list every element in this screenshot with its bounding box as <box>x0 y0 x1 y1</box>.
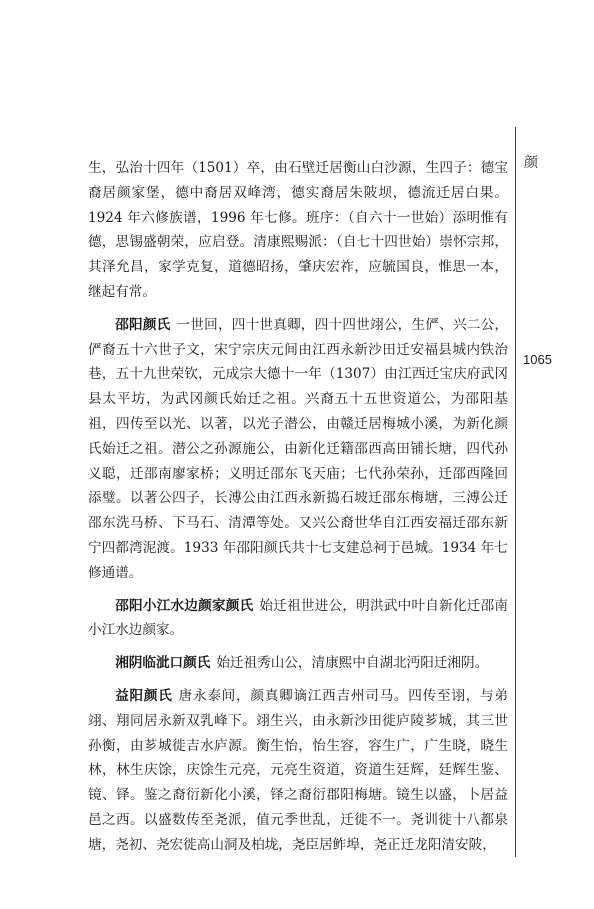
paragraph <box>88 313 508 586</box>
paragraph-text: 始迁祖秀山公，清康熙中自湖北沔阳迁湘阴。 <box>216 655 489 672</box>
paragraph <box>88 651 508 676</box>
page-number: 1065 <box>523 352 552 367</box>
paragraph-text: 始迁祖世进公，明洪武中叶自新化迁邵南小江水边颜家。 <box>88 597 509 639</box>
entry-heading: 益阳颜氏 <box>115 687 173 704</box>
body-text <box>88 156 508 866</box>
paragraph <box>88 684 508 858</box>
paragraph <box>88 156 508 305</box>
entry-heading: 邵阳颜氏 <box>115 316 171 333</box>
entry-heading: 邵阳小江水边颜家颜氏 <box>115 597 254 614</box>
paragraph-text: 唐永泰间，颜真卿谪江西吉州司马。四传至诩，与弟翊、翔同居永新双乳峰下。翊生兴，由永新沙田徙庐陵芗城，其三世孙衡，由芗城徙吉水庐源。衡生怡，怡生容，容生广，广生晓，晓生林，林生庆馀，庆馀生元亮，元亮生资道，资道生廷辉，廷辉生鉴、镜、铎。鉴之裔衍新化小溪，铎之裔衍郡阳梅塘。镜生以盛，卜居益邑之西。以盛数传至尧派，值元季世乱，迁徙不一。尧训徙十八都泉塘，尧初、尧宏徙高山洞及柏垅，尧臣居鲊埠，尧正迁龙阳清安陂， <box>88 687 509 853</box>
paragraph-text: 一世回，四十世真卿，四十四世翊公，生俨、兴二公，俨裔五十六世子文，宋宁宗庆元间由江西永新沙田迁安福县城内铁治巷，五十九世荣钦，元成宗大德十一年（1307）由江西迁宝庆府武冈县太平坊，为武冈颜氏始迁之祖。兴裔五十五世资道公，为邵阳基祖，四传至以光、以著，以光子潜公，由赣迁居梅城小溪，为新化颜氏始迁之祖。潜公之孙源施公，由新化迁籍邵西高田铺长塘，四代孙义聪，迁邵南廖家桥；义明迁邵东飞天庙；七代孙荣孙，迁邵西隆回添璧。以著公四子，长溥公由江西永新捣石坡迁邵东梅塘，三溥公迁邵东洗马桥、下马石、清潭等处。又兴公裔世华自江西安福迁邵东新宁四都湾泥渡。1933 年邵阳颜氏共十七支建总祠于邑城。1934 年七修通谱。 <box>88 316 509 581</box>
section-tab: 颜 <box>524 155 538 171</box>
paragraph <box>88 594 508 644</box>
entry-heading: 湘阴临泚口颜氏 <box>115 655 211 672</box>
margin-rule <box>515 127 516 857</box>
paragraph-text: 生，弘治十四年（1501）卒，由石壁迁居衡山白沙源，生四子：德宝裔居颜家堡，德中裔居双峰湾，德实裔居朱陂坝，德流迁居白果。1924 年六修族谱，1996 年七修。班序：（自六十一世始）添明惟有德，思锡盛朝荣，应启登。清康熙赐派：（自七十四世始）崇怀宗邦，其泽允昌，家学克复，道德昭扬，肇庆宏祚，应毓国良，惟思一本，继起有常。 <box>88 160 508 300</box>
